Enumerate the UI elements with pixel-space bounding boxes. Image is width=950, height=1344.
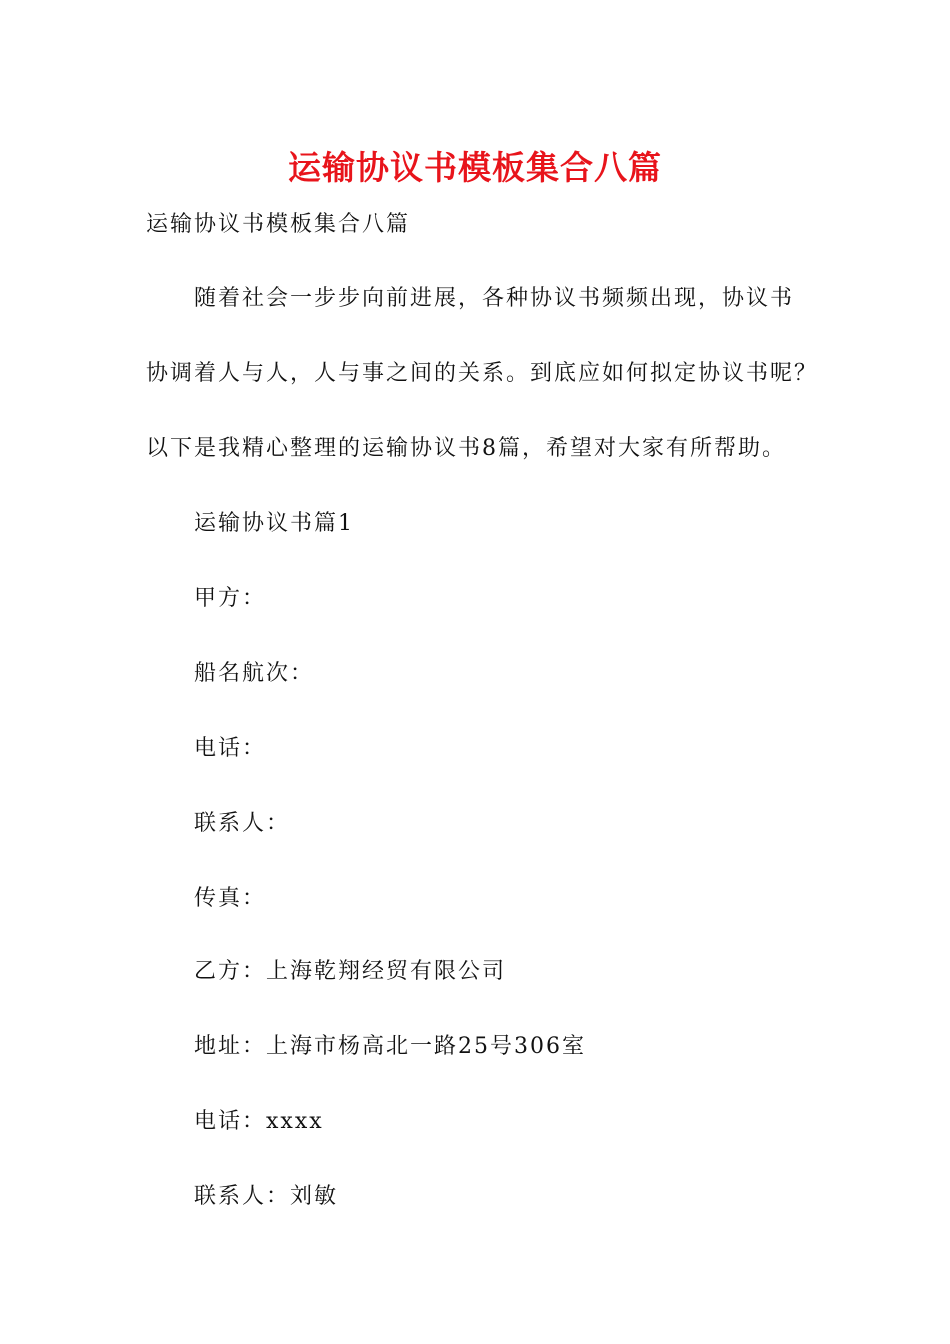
party-a-phone: 电话：	[194, 736, 267, 761]
document-title: 运输协议书模板集合八篇	[288, 148, 662, 187]
intro-line-2: 协调着人与人，人与事之间的关系。到底应如何拟定协议书呢？	[146, 361, 819, 386]
party-a-label: 甲方：	[194, 586, 267, 611]
party-b-contact: 联系人：刘敏	[194, 1184, 339, 1209]
party-b-address: 地址：上海市杨高北一路25号306室	[194, 1034, 586, 1059]
party-a-ship-voyage: 船名航次：	[194, 661, 315, 686]
section-heading: 运输协议书篇1	[194, 511, 354, 536]
intro-line-1: 随着社会一步步向前进展，各种协议书频频出现，协议书	[194, 286, 795, 311]
party-a-fax: 传真：	[194, 886, 267, 911]
party-a-contact: 联系人：	[194, 811, 291, 836]
document-subtitle: 运输协议书模板集合八篇	[146, 212, 411, 237]
party-b-name: 乙方：上海乾翔经贸有限公司	[194, 959, 507, 984]
intro-line-3: 以下是我精心整理的运输协议书8篇，希望对大家有所帮助。	[146, 436, 786, 461]
party-b-phone: 电话：xxxx	[194, 1109, 324, 1134]
